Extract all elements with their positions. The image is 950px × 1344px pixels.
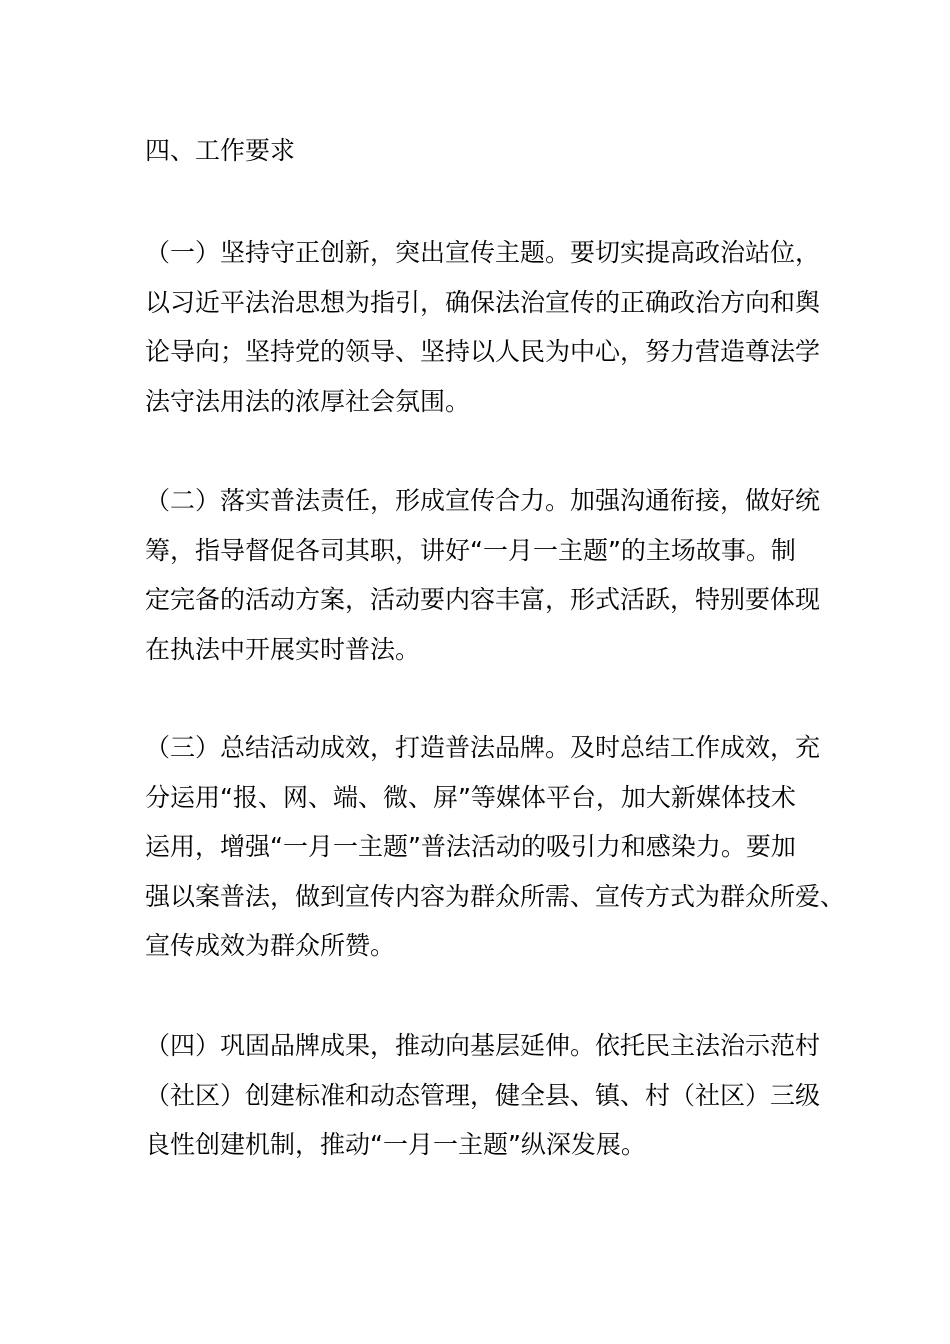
paragraph-line: 强以案普法，做到宣传内容为群众所需、宣传方式为群众所爱、 — [145, 881, 846, 911]
paragraph-line: 法守法用法的浓厚社会氛围。 — [145, 386, 471, 416]
paragraph-line: （四）巩固品牌成果，推动向基层延伸。依托民主法治示范村 — [145, 1031, 821, 1060]
paragraph-line: 宣传成效为群众所赞。 — [145, 931, 396, 960]
paragraph-line: （一）坚持守正创新，突出宣传主题。要切实提高政治站位， — [145, 238, 821, 267]
paragraph-line: （三）总结活动成效，打造普法品牌。及时总结工作成效，充 — [145, 733, 821, 762]
paragraph-line: 运用，增强“一月一主题”普法活动的吸引力和感染力。要加 — [145, 832, 796, 861]
paragraph-line: 分运用“报、网、端、微、屏”等媒体平台，加大新媒体技术 — [145, 782, 796, 812]
paragraph-line: 以习近平法治思想为指引，确保法治宣传的正确政治方向和舆 — [145, 287, 821, 317]
paragraph-line: 筹，指导督促各司其职，讲好“一月一主题”的主场故事。制 — [145, 535, 796, 565]
paragraph-line: 在执法中开展实时普法。 — [145, 634, 421, 664]
paragraph-3 — [145, 723, 845, 971]
paragraph-line: 良性创建机制，推动“一月一主题”纵深发展。 — [145, 1130, 646, 1159]
paragraph-2 — [145, 476, 820, 674]
paragraph-line: 定完备的活动方案，活动要内容丰富，形式活跃，特别要体现 — [145, 585, 821, 614]
paragraph-4 — [145, 1021, 820, 1170]
section-heading: 四、工作要求 — [145, 136, 296, 165]
paragraph-1 — [145, 228, 820, 426]
paragraph-line: （社区）创建标准和动态管理，健全县、镇、村（社区）三级 — [145, 1080, 821, 1110]
paragraph-line: 论导向；坚持党的领导、坚持以人民为中心，努力营造尊法学 — [145, 337, 821, 366]
paragraph-line: （二）落实普法责任，形成宣传合力。加强沟通衔接，做好统 — [145, 486, 821, 515]
